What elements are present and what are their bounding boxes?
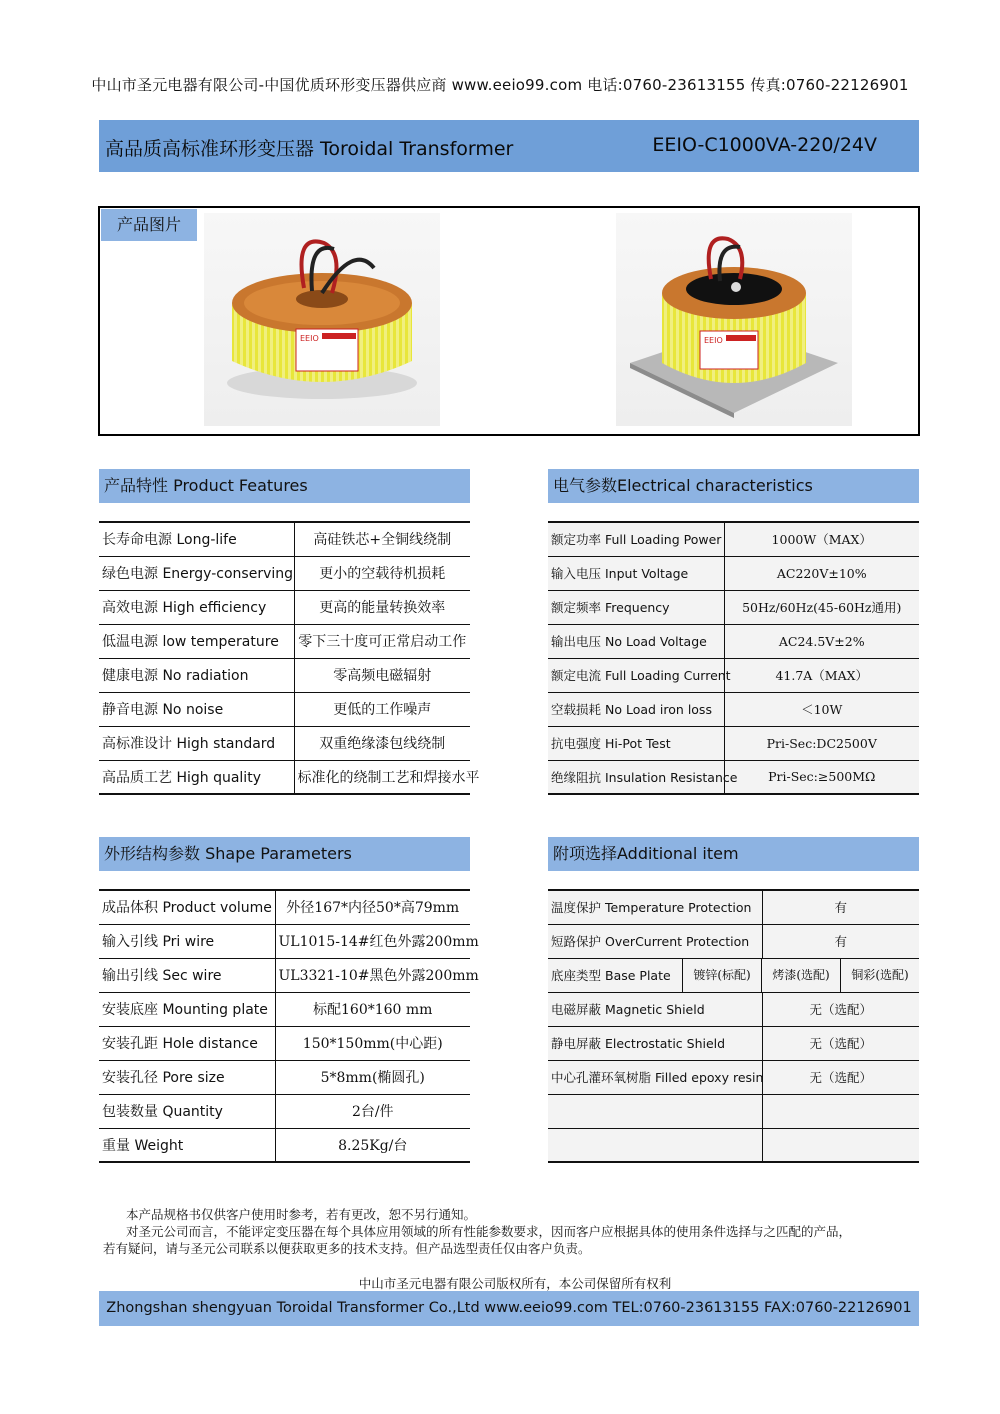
row-label xyxy=(548,1128,762,1162)
row-label-en: Insulation Resistance xyxy=(605,769,738,785)
row-label-cn: 成品体积 xyxy=(102,900,158,917)
row-options xyxy=(693,958,919,992)
row-label-en: Mounting plate xyxy=(162,1002,268,1018)
row-label xyxy=(99,726,294,760)
base-plate-option: 铜彩(选配) xyxy=(840,959,919,992)
row-label-en: Hi-Pot Test xyxy=(605,736,671,751)
disclaimer-line-1: 本产品规格书仅供客户使用时参考，若有更改，恕不另行通知。 xyxy=(126,1207,477,1222)
row-label-cn: 短路保护 xyxy=(551,934,602,949)
row-label-en: Full Loading Power xyxy=(605,532,722,548)
header-contact-line: 中山市圣元电器有限公司-中国优质环形变压器供应商 www.eeio99.com 电话:0760-23613155 传真:0760-22126901 xyxy=(91,76,909,94)
row-value: 1000W（MAX） xyxy=(724,522,919,556)
row-value: 有 xyxy=(762,890,919,924)
table-row xyxy=(548,924,919,958)
table-row xyxy=(548,1128,919,1162)
row-label-en: Electrostatic Shield xyxy=(605,1036,726,1051)
table-row xyxy=(548,992,919,1026)
row-value: 8.25Kg/台 xyxy=(275,1128,470,1162)
row-label xyxy=(548,1094,762,1128)
row-label-en: No Load iron loss xyxy=(605,702,712,717)
row-label xyxy=(548,658,731,692)
table-row xyxy=(99,890,470,924)
row-label xyxy=(548,726,724,760)
base-plate-option: 烤漆(选配) xyxy=(761,959,840,992)
row-label xyxy=(99,692,294,726)
table-row xyxy=(99,658,470,692)
row-value: 更小的空载待机损耗 xyxy=(294,556,470,590)
row-label xyxy=(99,658,294,692)
row-label-cn: 空载损耗 xyxy=(551,702,602,717)
row-label xyxy=(99,924,275,958)
row-label-cn: 高品质工艺 xyxy=(102,769,172,786)
table-row xyxy=(99,556,470,590)
row-label-cn: 输入电压 xyxy=(551,566,602,581)
row-label-en: low temperature xyxy=(162,634,279,650)
row-label xyxy=(99,1094,275,1128)
row-label-cn: 温度保护 xyxy=(551,900,602,916)
row-value: 无（选配） xyxy=(762,992,919,1026)
table-row xyxy=(548,624,919,658)
row-label-cn: 额定频率 xyxy=(551,600,602,615)
row-value: 有 xyxy=(762,924,919,958)
row-label-cn: 静电屏蔽 xyxy=(551,1036,602,1051)
table-row xyxy=(548,1026,919,1060)
row-value: 更低的工作噪声 xyxy=(294,692,470,726)
row-label-en: Energy-conserving xyxy=(162,566,294,582)
table-row xyxy=(99,760,470,794)
table-row xyxy=(99,1060,470,1094)
row-label-en: No Load Voltage xyxy=(605,634,707,649)
row-value: Pri-Sec:DC2500V xyxy=(724,726,919,760)
table-row xyxy=(548,1060,919,1094)
row-value xyxy=(762,1128,919,1162)
row-label-en: High efficiency xyxy=(162,600,267,616)
row-value: AC24.5V±2% xyxy=(724,624,919,658)
row-label xyxy=(99,958,275,992)
table-row xyxy=(548,1094,919,1128)
row-label-cn: 输出引线 xyxy=(102,968,158,984)
row-value: 标准化的绕制工艺和焊接水平 xyxy=(294,760,470,794)
row-label-cn: 重量 xyxy=(102,1137,130,1154)
row-label-en: OverCurrent Protection xyxy=(605,934,750,949)
footer-contact-bar: Zhongshan shengyuan Toroidal Transformer Co.,Ltd www.eeio99.com TEL:0760-23613155 FAX:0760-22126901 xyxy=(99,1291,919,1326)
row-value: 零下三十度可正常启动工作 xyxy=(294,624,470,658)
table-row xyxy=(548,726,919,760)
row-label-cn: 安装孔距 xyxy=(102,1036,158,1052)
row-value: 41.7A（MAX） xyxy=(724,658,919,692)
row-label-cn: 抗电强度 xyxy=(551,736,602,751)
row-value: 无（选配） xyxy=(762,1060,919,1094)
row-label-en: Hole distance xyxy=(162,1036,258,1052)
row-label xyxy=(99,1060,275,1094)
row-label-cn: 长寿命电源 xyxy=(102,532,172,549)
row-label xyxy=(548,522,724,556)
row-label-en: Long-life xyxy=(176,532,237,549)
row-label-cn: 绿色电源 xyxy=(102,566,158,582)
row-label xyxy=(99,590,294,624)
base-plate-option: 镀锌(标配) xyxy=(693,967,751,982)
shape-heading: 外形结构参数 Shape Parameters xyxy=(99,837,470,871)
transformer-with-base-image xyxy=(616,213,852,426)
row-label-en: Temperature Protection xyxy=(605,900,752,916)
transformer-photo-base xyxy=(616,213,852,426)
svg-text:EEIO: EEIO xyxy=(300,334,319,343)
row-label-en: Pri wire xyxy=(162,934,215,950)
row-label-en: High quality xyxy=(176,769,261,786)
row-label xyxy=(548,556,724,590)
product-title: 高品质高标准环形变压器 Toroidal Transformer xyxy=(105,138,514,160)
row-label-cn: 高效电源 xyxy=(102,600,158,616)
additional-table xyxy=(548,889,919,1163)
row-label-cn: 静音电源 xyxy=(102,702,158,718)
table-row xyxy=(99,522,470,556)
table-row xyxy=(99,1128,470,1162)
row-value: 2台/件 xyxy=(275,1094,470,1128)
row-label-en: Weight xyxy=(134,1137,184,1154)
row-value: AC220V±10% xyxy=(724,556,919,590)
row-value: 标配160*160 mm xyxy=(275,992,470,1026)
row-value: 外径167*内径50*高79mm xyxy=(275,890,470,924)
row-label xyxy=(99,556,294,590)
row-label-en: No radiation xyxy=(162,668,249,684)
table-row xyxy=(99,692,470,726)
table-row xyxy=(548,890,919,924)
row-label xyxy=(548,890,762,924)
row-label xyxy=(99,522,294,556)
model-number: EEIO-C1000VA-220/24V xyxy=(652,134,877,156)
table-row xyxy=(99,1094,470,1128)
copyright-notice: 中山市圣元电器有限公司版权所有，本公司保留所有权利 xyxy=(358,1276,672,1291)
row-label-cn: 低温电源 xyxy=(102,634,158,650)
row-value: 高硅铁芯+全铜线绕制 xyxy=(294,522,470,556)
table-row xyxy=(99,590,470,624)
row-label xyxy=(99,890,275,924)
features-table xyxy=(99,521,480,795)
row-label-cn: 额定功率 xyxy=(551,532,602,548)
disclaimer-line-2: 对圣元公司而言，不能评定变压器在每个具体应用领域的所有性能参数要求，因而客户应根据具体的使用条件选择与之匹配的产品， xyxy=(126,1224,852,1239)
row-label-en: Quantity xyxy=(162,1104,223,1120)
svg-text:EEIO: EEIO xyxy=(704,336,723,345)
row-label-cn: 安装孔径 xyxy=(102,1070,158,1086)
table-row xyxy=(99,992,470,1026)
row-label xyxy=(548,992,762,1026)
row-value: 150*150mm(中心距) xyxy=(275,1026,470,1060)
table-row xyxy=(99,726,470,760)
row-label-cn: 额定电流 xyxy=(551,668,602,683)
row-value: 无（选配） xyxy=(762,1026,919,1060)
additional-heading: 附项选择Additional item xyxy=(548,837,919,871)
row-value xyxy=(762,1094,919,1128)
table-row xyxy=(548,522,919,556)
disclaimer-line-3: 若有疑问，请与圣元公司联系以便获取更多的技术支持。但产品选型责任仅由客户负责。 xyxy=(103,1241,591,1256)
row-label xyxy=(99,1026,275,1060)
row-label-cn: 高标准设计 xyxy=(102,736,172,752)
row-label xyxy=(99,624,294,658)
row-label-en: Magnetic Shield xyxy=(605,1002,705,1017)
table-row xyxy=(548,760,919,794)
row-label-en: No noise xyxy=(162,702,224,718)
row-value: Pri-Sec:≥500MΩ xyxy=(724,760,919,794)
electrical-table xyxy=(548,521,919,795)
row-label-cn: 电磁屏蔽 xyxy=(551,1002,602,1017)
row-label xyxy=(548,1026,762,1060)
row-label-en: Sec wire xyxy=(162,968,222,984)
table-row xyxy=(548,658,919,692)
table-row xyxy=(99,958,470,992)
row-label-en: Base Plate xyxy=(605,968,671,983)
electrical-heading: 电气参数Electrical characteristics xyxy=(548,469,919,503)
row-label-cn: 绝缘阻抗 xyxy=(551,769,602,785)
row-label-en: High standard xyxy=(176,736,276,752)
row-value: UL1015-14#红色外露200mm xyxy=(275,924,470,958)
table-row xyxy=(548,958,919,992)
table-row xyxy=(99,1026,470,1060)
transformer-image xyxy=(204,213,440,426)
row-label xyxy=(99,1128,275,1162)
row-label-cn: 安装底座 xyxy=(102,1002,158,1018)
table-row xyxy=(548,590,919,624)
row-label xyxy=(548,760,738,794)
table-row xyxy=(99,924,470,958)
row-label-cn: 健康电源 xyxy=(102,668,158,684)
row-label xyxy=(548,924,762,958)
row-label-en: Product volume xyxy=(162,900,272,917)
row-label-cn: 中心孔灌环氧树脂 xyxy=(551,1070,652,1085)
row-value: 50Hz/60Hz(45-60Hz通用) xyxy=(724,590,919,624)
row-value: 零高频电磁辐射 xyxy=(294,658,470,692)
shape-table xyxy=(99,889,479,1163)
row-value: 双重绝缘漆包线绕制 xyxy=(294,726,470,760)
table-row xyxy=(548,556,919,590)
row-label xyxy=(99,992,275,1026)
row-label-cn: 输出电压 xyxy=(551,634,602,649)
row-label-cn: 底座类型 xyxy=(551,968,602,983)
row-value: ＜10W xyxy=(724,692,919,726)
row-value: 5*8mm(椭圆孔) xyxy=(275,1060,470,1094)
row-label-en: Pore size xyxy=(162,1070,225,1086)
row-label-cn: 包装数量 xyxy=(102,1104,158,1120)
table-row xyxy=(99,624,470,658)
row-label-en: Full Loading Current xyxy=(605,668,731,683)
row-value: UL3321-10#黑色外露200mm xyxy=(275,958,470,992)
features-heading: 产品特性 Product Features xyxy=(99,469,470,503)
row-label-cn: 输入引线 xyxy=(102,934,158,950)
row-label xyxy=(548,1060,762,1094)
transformer-photo-front xyxy=(204,213,440,426)
title-banner xyxy=(99,120,919,172)
row-label xyxy=(548,692,724,726)
row-label xyxy=(548,624,724,658)
row-label xyxy=(99,760,294,794)
row-label-en: Input Voltage xyxy=(605,566,689,581)
row-value: 更高的能量转换效率 xyxy=(294,590,470,624)
product-picture-label: 产品图片 xyxy=(101,209,197,241)
row-label-en: Frequency xyxy=(605,600,670,615)
table-row xyxy=(548,692,919,726)
row-label xyxy=(548,590,724,624)
row-label-en: Filled epoxy resin xyxy=(655,1070,764,1085)
